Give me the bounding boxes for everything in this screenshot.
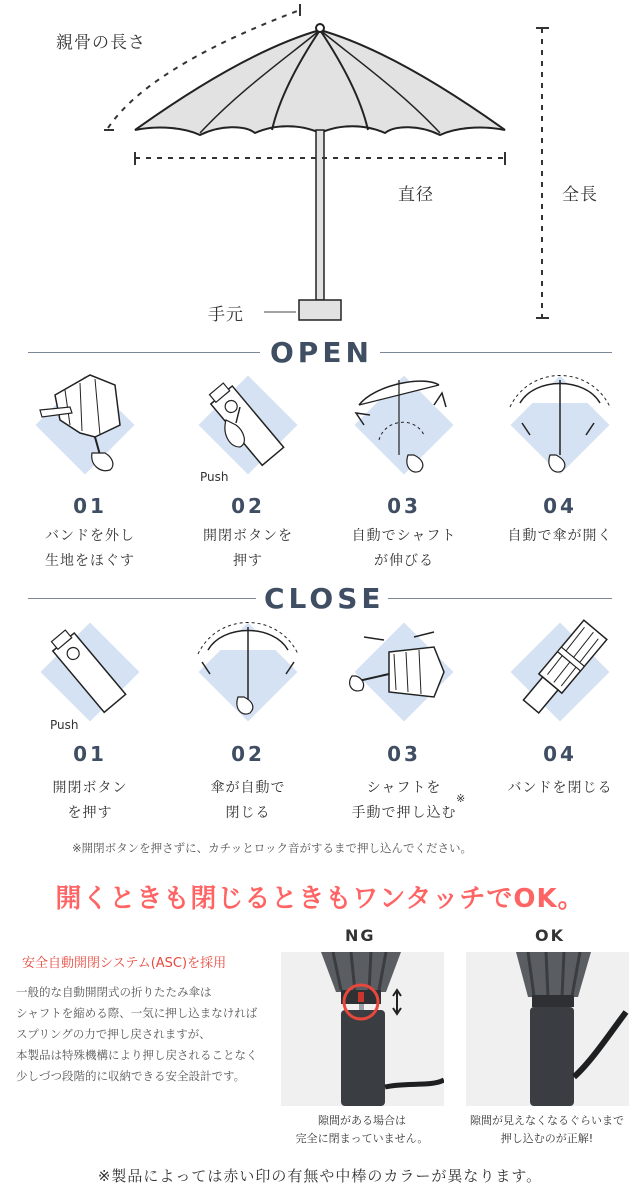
open-section-title: OPEN — [270, 336, 373, 369]
open-step-02-push-label: Push — [200, 470, 229, 484]
close-step-01-illustration — [20, 612, 170, 732]
open-step-04-number: 04 — [543, 494, 577, 518]
one-touch-headline: 開くときも閉じるときもワンタッチでOK。 — [55, 884, 585, 914]
open-step-01-illustration — [20, 365, 170, 485]
close-step-03-note-mark: ※ — [456, 792, 466, 805]
close-step-01-caption: 開閉ボタン を押す — [52, 780, 128, 821]
close-step-02-caption: 傘が自動で 閉じる — [210, 780, 286, 821]
rib-length-label: 親骨の長さ — [56, 33, 146, 53]
open-step-04-illustration — [490, 365, 640, 485]
close-section-note: ※開閉ボタンを押さずに、カチッとロック音がするまで押し込んでください。 — [72, 841, 473, 855]
ok-label: OK — [535, 926, 565, 945]
open-step-01-number: 01 — [73, 494, 107, 518]
close-step-04-caption: バンドを閉じる — [507, 780, 613, 796]
open-step-01-caption: バンドを外し 生地をほぐす — [45, 528, 135, 569]
total-length-label: 全長 — [562, 185, 598, 205]
open-step-03-illustration — [334, 365, 484, 485]
close-step-04-number: 04 — [543, 742, 577, 766]
handle-label: 手元 — [208, 305, 244, 325]
close-divider-left — [28, 598, 256, 599]
ok-photo — [466, 952, 629, 1106]
open-step-03-caption: 自動でシャフト が伸びる — [351, 528, 457, 569]
open-divider-right — [380, 352, 612, 353]
open-divider-left — [28, 352, 260, 353]
ng-caption: 隙間がある場合は 完全に閉まっていません。 — [295, 1114, 429, 1145]
ng-label: NG — [345, 926, 376, 945]
open-step-04-caption: 自動で傘が開く — [507, 528, 613, 544]
footer-note: ※製品によっては赤い印の有無や中棒のカラーが異なります。 — [97, 1167, 543, 1185]
ng-photo — [281, 952, 444, 1106]
close-step-01-push-label: Push — [50, 718, 79, 732]
open-step-02-number: 02 — [231, 494, 265, 518]
open-step-03-number: 03 — [387, 494, 421, 518]
close-divider-right — [388, 598, 612, 599]
close-step-02-illustration — [178, 612, 328, 732]
close-step-03-illustration — [334, 612, 484, 732]
diameter-label: 直径 — [398, 185, 434, 205]
close-step-03-number: 03 — [387, 742, 421, 766]
asc-title: 安全自動開閉システム(ASC)を採用 — [22, 956, 227, 971]
close-step-03-caption: シャフトを 手動で押し込む — [351, 780, 457, 821]
open-step-02-caption: 開閉ボタンを 押す — [203, 528, 293, 569]
asc-description: 一般的な自動開閉式の折りたたみ傘は シャフトを縮める際、一気に押し込まなければ スプリングの力で押し戻されますが、 本製品は特殊機構により押し戻されることなく 少しづつ段階的に収納できる安全設計です。 — [16, 985, 258, 1083]
close-section-title: CLOSE — [264, 582, 385, 615]
close-step-04-illustration — [490, 612, 640, 732]
open-step-02-illustration — [178, 365, 328, 485]
close-step-02-number: 02 — [231, 742, 265, 766]
close-step-01-number: 01 — [73, 742, 107, 766]
ok-caption: 隙間が見えなくなるぐらいまで 押し込むのが正解! — [470, 1114, 624, 1145]
